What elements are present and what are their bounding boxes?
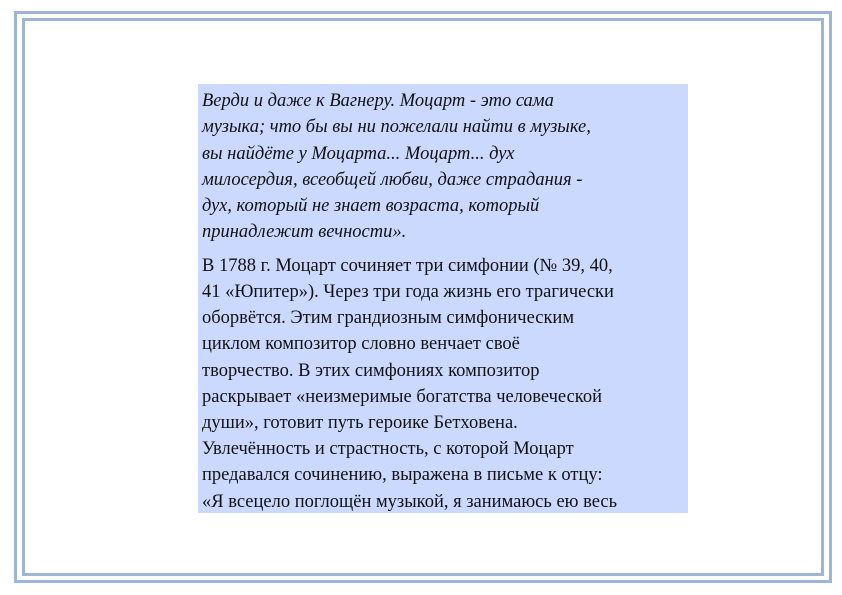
quote-paragraph: Верди и даже к Вагнеру. Моцарт - это сама музыка; что бы вы ни пожелали найти в музыке, вы найдёте у Моцарта... Моцарт... дух милосердия, всеобщей любви, даже страдания - дух, который не знает возраста, который принадлежит вечности». xyxy=(202,91,591,243)
body-paragraph: В 1788 г. Моцарт сочиняет три симфонии (№ 39, 40, 41 «Юпитер»). Через три года жизнь его трагически оборвётся. Этим грандиозным симфоническим циклом композитор словно венчает своё творчество. В этих симфониях композитор раскрывает «неизмеримые богатства человеческой души», готовит путь героике Бетховена. Увлечённость и страстность, с которой Моцарт предавался сочинению, выражена в письме к отцу: «Я всецело поглощён музыкой, я занимаюсь ею весь xyxy=(202,255,618,512)
text-block xyxy=(198,84,688,513)
